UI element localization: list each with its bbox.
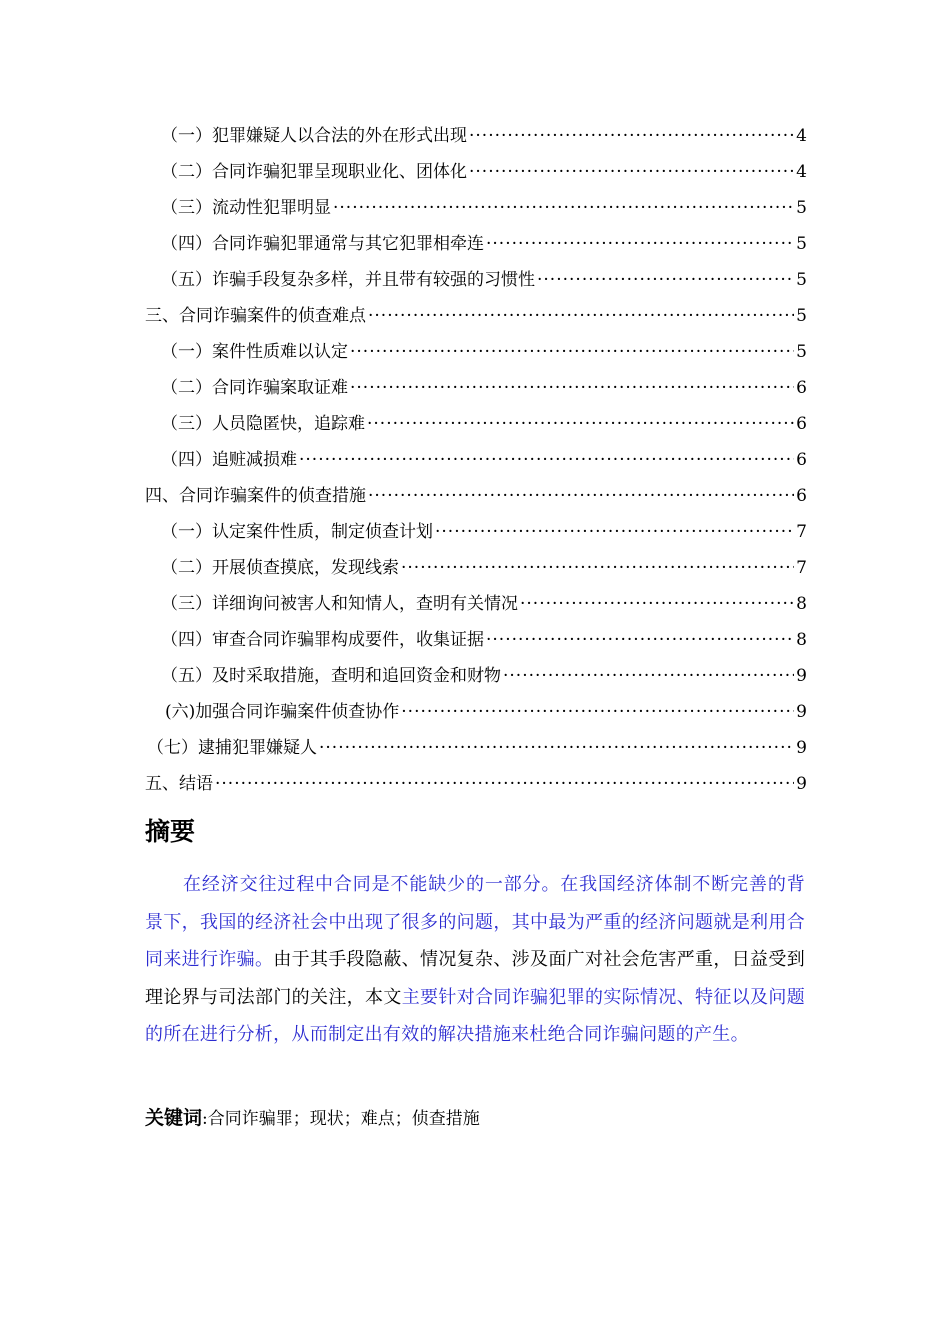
toc-entry[interactable] [145,118,807,154]
toc-leader [486,622,794,658]
abstract-title: 摘要 [145,817,196,846]
toc-entry[interactable] [145,442,807,478]
toc-page-number: 4 [796,162,807,182]
toc-entry-text: （二）合同诈骗犯罪呈现职业化、团体化 [161,162,467,182]
toc-entry[interactable] [145,154,807,190]
toc-leader [486,226,794,262]
toc-entry[interactable] [145,730,807,766]
toc-page-number: 5 [796,306,807,326]
toc-leader [333,190,794,226]
toc-entry[interactable] [145,190,807,226]
toc-entry[interactable] [145,766,807,802]
toc-page-number: 9 [796,702,807,722]
toc-page-number: 6 [796,378,807,398]
toc-leader [503,658,794,694]
toc-page-number: 8 [796,594,807,614]
toc-page-number: 5 [796,270,807,290]
toc-leader [215,766,794,802]
toc-entry-text: （五）及时采取措施，查明和追回资金和财物 [161,666,501,686]
toc-leader [401,694,794,730]
toc-entry[interactable] [145,334,807,370]
toc-entry[interactable] [145,658,807,694]
toc-page-number: 6 [796,414,807,434]
toc-leader [368,478,794,514]
toc-leader [435,514,794,550]
toc-entry-text: (六)加强合同诈骗案件侦查协作 [165,702,400,722]
toc-entry-text: （三）流动性犯罪明显 [161,198,331,218]
abstract-body [145,866,805,1054]
toc-page-number: 5 [796,342,807,362]
toc-entry-text: （七）逮捕犯罪嫌疑人 [147,738,317,758]
toc-entry[interactable] [145,514,807,550]
toc-entry[interactable] [145,478,807,514]
toc-leader [299,442,794,478]
toc-leader [350,334,794,370]
abstract-text-segment: 由于其手段隐蔽、情况复杂、涉及面广对社会危害严重，日益受到理论界与司法部门的关注，本文 [145,949,805,1008]
toc-entry-text: （五）诈骗手段复杂多样，并且带有较强的习惯性 [161,270,535,290]
abstract-text-segment: 主要针对合同诈骗犯罪的实际情况、特征以及问题的所在进行分析，从而制定出有效的解决措施来杜绝合同诈骗问题的产生。 [145,986,805,1045]
table-of-contents [145,118,807,802]
toc-page-number: 9 [796,774,807,794]
toc-leader [469,118,794,154]
toc-entry-text: （二）开展侦查摸底，发现线索 [161,558,399,578]
toc-entry-text: （三）人员隐匿快，追踪难 [161,414,365,434]
toc-page-number: 8 [796,630,807,650]
toc-entry[interactable] [145,226,807,262]
toc-entry-text: （四）追赃减损难 [161,450,297,470]
toc-leader [350,370,794,406]
abstract-text-segment: 在经济交往过程中合同是不能缺少的一部分。在我国经济体制不断完善的背景下，我国的经济社会中出现了很多的问题，其中最为严重的经济问题就是利用合同来进行诈骗。 [145,874,805,970]
toc-entry[interactable] [145,298,807,334]
toc-page-number: 4 [796,126,807,146]
toc-leader [401,550,794,586]
toc-leader [537,262,794,298]
toc-entry-text: （一）案件性质难以认定 [161,342,348,362]
toc-entry-text: 五、结语 [145,774,213,794]
toc-entry-text: 四、合同诈骗案件的侦查措施 [145,486,366,506]
toc-entry-text: （四）合同诈骗犯罪通常与其它犯罪相牵连 [161,234,484,254]
toc-page-number: 5 [796,234,807,254]
toc-leader [368,298,794,334]
toc-entry-text: （二）合同诈骗案取证难 [161,378,348,398]
toc-entry[interactable] [145,370,807,406]
toc-entry[interactable] [145,622,807,658]
toc-entry[interactable] [145,550,807,586]
keywords-label: 关键词 [145,1107,203,1129]
toc-entry-text: （一）认定案件性质，制定侦查计划 [161,522,433,542]
toc-leader [319,730,794,766]
toc-entry[interactable] [145,406,807,442]
toc-page-number: 9 [796,738,807,758]
toc-entry[interactable] [145,262,807,298]
toc-entry[interactable] [145,586,807,622]
toc-leader [469,154,794,190]
toc-entry-text: 三、合同诈骗案件的侦查难点 [145,306,366,326]
toc-page-number: 5 [796,198,807,218]
toc-entry[interactable] [145,694,807,730]
toc-page-number: 6 [796,450,807,470]
toc-page-number: 7 [796,558,807,578]
keywords-colon: : [202,1109,208,1129]
toc-page-number: 6 [796,486,807,506]
toc-page-number: 7 [796,522,807,542]
keywords-value: 合同诈骗罪；现状；难点；侦查措施 [207,1109,480,1129]
keywords-line [145,1103,480,1134]
toc-leader [367,406,794,442]
toc-entry-text: （三）详细询问被害人和知情人，查明有关情况 [161,594,518,614]
toc-entry-text: （四）审查合同诈骗罪构成要件，收集证据 [161,630,484,650]
toc-entry-text: （一）犯罪嫌疑人以合法的外在形式出现 [161,126,467,146]
toc-page-number: 9 [796,666,807,686]
toc-leader [520,586,794,622]
